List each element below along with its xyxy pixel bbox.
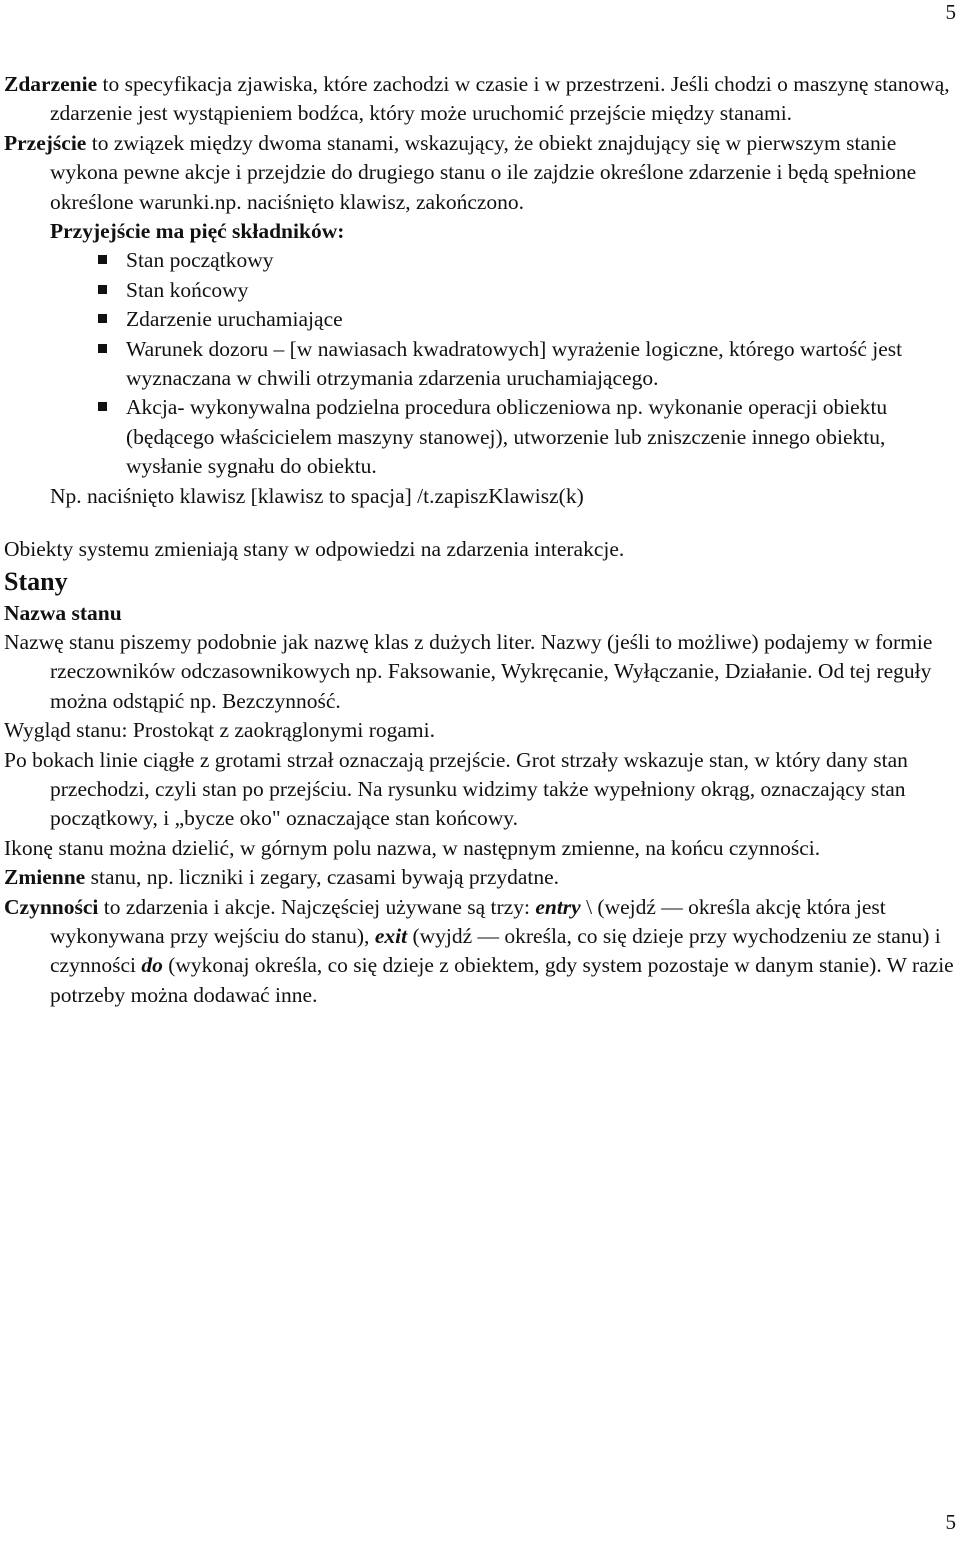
bullet-icon [98, 314, 107, 323]
bullet-icon [98, 255, 107, 264]
list-item: Stan początkowy [126, 246, 954, 275]
document-body [4, 70, 954, 1010]
przejscie-paragraph [4, 129, 954, 217]
em-dash: — [477, 923, 500, 948]
zdarzenie-text: to specyfikacja zjawiska, które zachodzi w czasie i w przestrzeni. Jeśli chodzi o maszynę stanową, zdarzenie jest wystąpieniem bodźca, który może uruchomić przejście między stanami. [50, 72, 950, 126]
nazwe-paragraph: Nazwę stanu piszemy podobnie jak nazwę klas z dużych liter. Nazwy (jeśli to możliwe) podajemy w formie rzeczowników odczasownikowych np. Faksowanie, Wykręcanie, Wyłączanie, Działanie. Od tej reguły można odstąpić np. Bezczynność. [4, 629, 933, 713]
wyglad-paragraph: Wygląd stanu: Prostokąt z zaokrąglonymi rogami. [4, 718, 435, 743]
entry-keyword: entry [535, 894, 581, 919]
components-heading: Przyjejście ma pięć składników: [50, 219, 345, 244]
bullet-icon [98, 344, 107, 353]
zdarzenie-paragraph [4, 70, 954, 129]
example-line: Np. naciśnięto klawisz [klawisz to spacja] /t.zapiszKlawisz(k) [50, 483, 584, 508]
do-keyword: do [141, 953, 163, 978]
list-item: Warunek dozoru – [w nawiasach kwadratowych] wyrażenie logiczne, którego wartość jest wyznaczana w chwili otrzymania zdarzenia uruchamiającego. [126, 335, 954, 394]
bullet-icon [98, 285, 107, 294]
ikone-paragraph: Ikonę stanu można dzielić, w górnym polu nazwa, w następnym zmienne, na końcu czynności. [4, 835, 821, 860]
spacer [4, 511, 954, 535]
obiekty-paragraph: Obiekty systemu zmieniają stany w odpowiedzi na zdarzenia interakcje. [4, 537, 625, 562]
exit-keyword: exit [374, 923, 408, 948]
zdarzenie-term: Zdarzenie [4, 72, 98, 96]
components-list [4, 246, 954, 481]
list-item: Akcja- wykonywalna podzielna procedura obliczeniowa np. wykonanie operacji obiektu (będącego właścicielem maszyny stanowej), utworzenie lub zniszczenie innego obiektu, wysłanie sygnału do obiektu. [126, 393, 954, 481]
stany-heading: Stany [4, 566, 68, 596]
page-number-bottom: 5 [945, 1510, 956, 1534]
list-item: Stan końcowy [126, 276, 954, 305]
przejscie-term: Przejście [4, 130, 87, 155]
em-dash: — [661, 894, 683, 919]
po-bokach-paragraph: Po bokach linie ciągłe z grotami strzał oznaczają przejście. Grot strzały wskazuje stan, w który dany stan przechodzi, czyli stan po przejściu. Na rysunku widzimy także wypełniony okrąg, oznaczający stan początkowy, i „bycze oko" oznaczające stan końcowy. [4, 747, 908, 831]
czynnosci-paragraph: Czynności to zdarzenia i akcje. Najczęściej używane są trzy: entry \ (wejdź — określa akcję która jest wykonywana przy wejściu do stanu), exit (wyjdź — określa, co się dzieje przy wychodzeniu ze stanu) i czynności do (wykonaj określa, co się dzieje z obiektem, gdy system pozostaje w danym stanie). W razie potrzeby można dodawać inne. [4, 894, 954, 1007]
page-number-top: 5 [945, 0, 956, 24]
zmienne-paragraph: Zmienne stanu, np. liczniki i zegary, czasami bywają przydatne. [4, 865, 560, 890]
nazwa-stanu-heading: Nazwa stanu [4, 600, 122, 625]
czynnosci-term: Czynności [4, 894, 99, 919]
zmienne-term: Zmienne [4, 865, 86, 890]
przejscie-text: to związek między dwoma stanami, wskazujący, że obiekt znajdujący się w pierwszym stanie wykona pewne akcje i przejdzie do drugiego stanu o ile zajdzie określone zdarzenie i będą spełnione określone warunki.np. naciśnięto klawisz, zakończono. [50, 130, 917, 214]
list-item: Zdarzenie uruchamiające [126, 305, 954, 334]
bullet-icon [98, 402, 107, 411]
